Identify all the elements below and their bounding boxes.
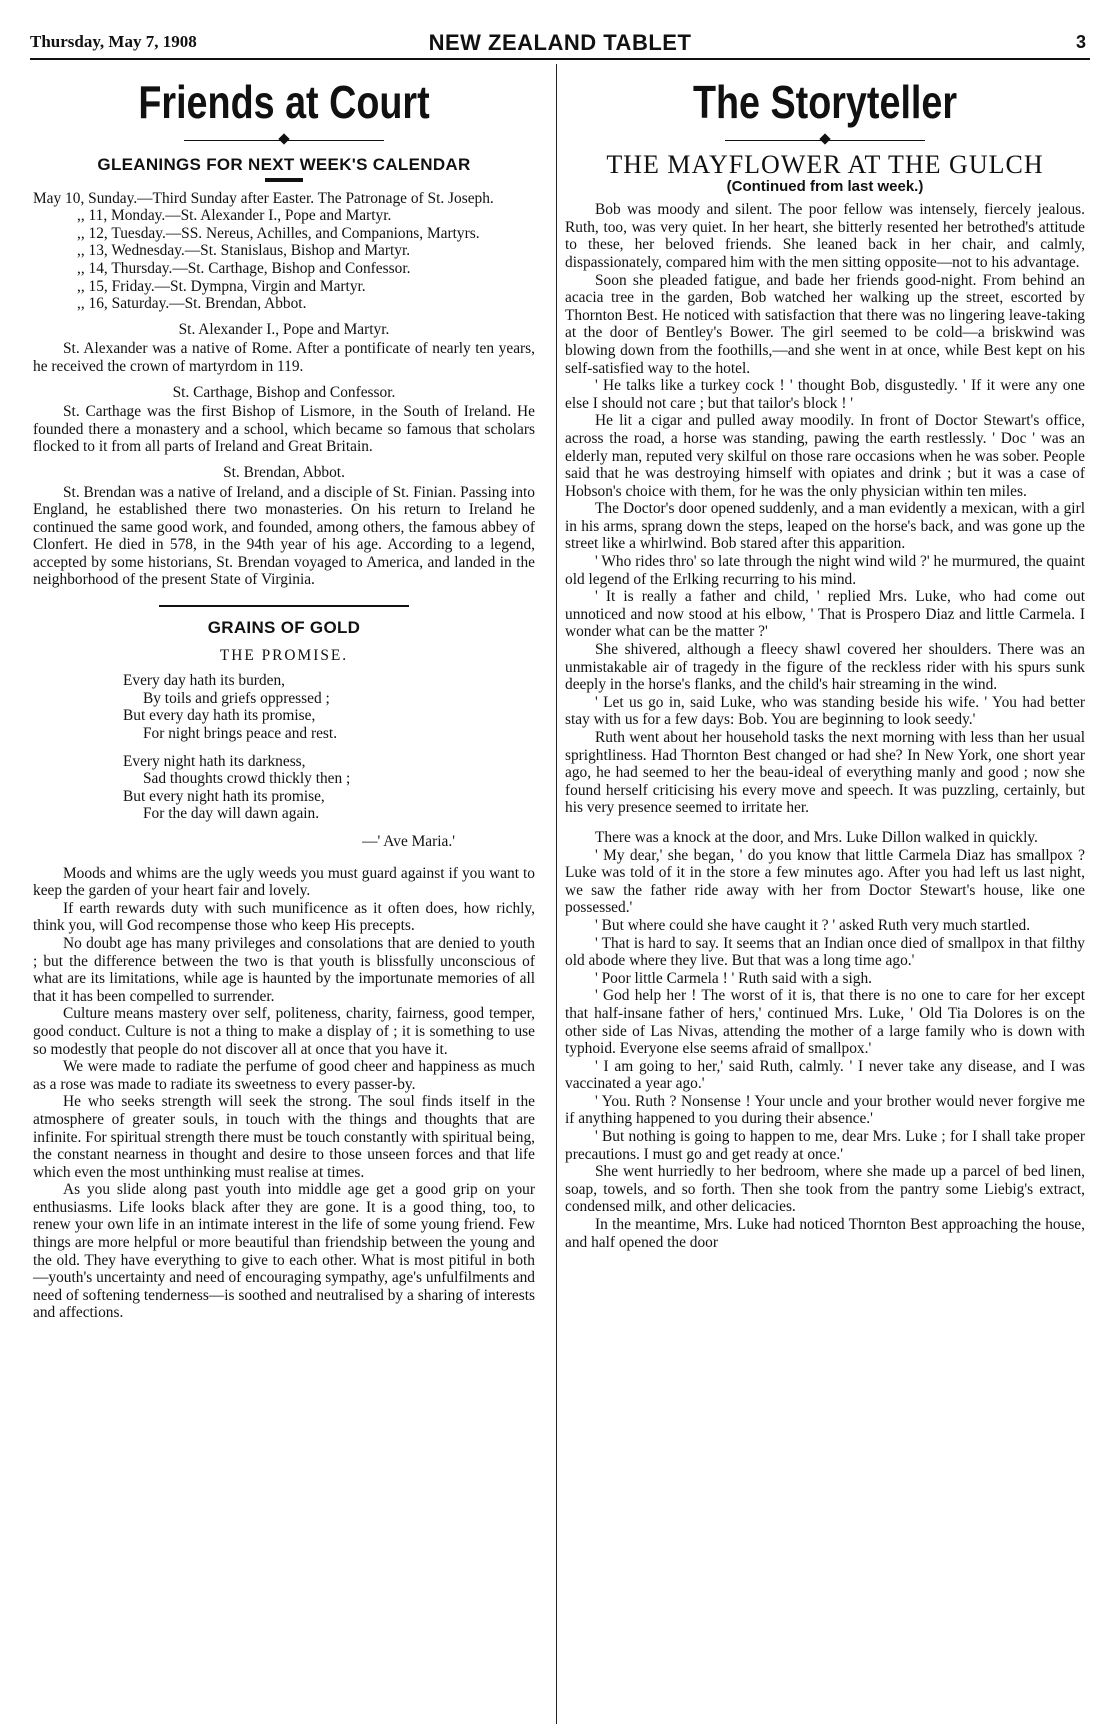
poem-line: But every day hath its promise, <box>123 707 316 725</box>
small-rule <box>265 178 303 182</box>
story-paragraph: ' But where could she have caught it ? ' asked Ruth very much startled. <box>595 916 1031 934</box>
body-paragraph: If earth rewards duty with such munificence as it often does, how richly, think you, will God recompense those who keep His precepts. <box>33 899 535 935</box>
story-paragraph: The Doctor's door opened suddenly, and a man evidently a mexican, with a girl in his arms, sprang down the steps, leaped on the horse's back, and was gone up the street like a whirlwind. Bob stared after this apparition. <box>565 500 1085 553</box>
poem-title: THE PROMISE. <box>219 646 349 664</box>
story-paragraph: ' That is hard to say. It seems that an Indian once died of smallpox in that filthy old abode where they live. But that was a long time ago.' <box>565 934 1085 970</box>
poem-line: For night brings peace and rest. <box>143 725 338 743</box>
calendar-entry: May 10, Sunday.—Third Sunday after Easter. The Patronage of St. Joseph. <box>33 189 494 207</box>
story-paragraph: ' Let us go in, said Luke, who was standing beside his wife. ' You had better stay with us for a few days: Bob. You are beginning to look seedy.' <box>565 693 1085 729</box>
page-header <box>30 30 1090 60</box>
saint-heading: St. Carthage, Bishop and Confessor. <box>172 383 396 401</box>
section-rule <box>159 605 409 607</box>
calendar-entry: ,, 16, Saturday.—St. Brendan, Abbot. <box>77 295 307 313</box>
paragraph-gap <box>565 817 1085 829</box>
calendar-list <box>33 190 535 313</box>
ornament-divider <box>725 132 925 150</box>
story-paragraph: ' You. Ruth ? Nonsense ! Your uncle and your brother would never forgive me if anything happened to you during their absence.' <box>565 1092 1085 1128</box>
story-paragraph: ' God help her ! The worst of it is, that there is no one to care for her except that half-insane father of hers,' continued Mrs. Luke, ' Old Tia Dolores is on the other side of Las Nivas, attending the mother of a large family who is down with typhoid. Everyone else seems afraid of smallpox.' <box>565 987 1085 1058</box>
calendar-entry: ,, 12, Tuesday.—SS. Nereus, Achilles, and Companions, Martyrs. <box>77 224 480 242</box>
story-paragraph: Ruth went about her household tasks the next morning with less than her usual sprightliness. Had Thornton Best changed or had she? In New York, one short year ago, he had seemed to her the beau-ideal of everything manly and good ; now she found herself criticising his every move and speech. It was puzzling, certainly, but his very presence seemed to irritate her. <box>565 729 1085 817</box>
story-paragraph: ' It is really a father and child, ' replied Mrs. Luke, who had come out unnoticed and now stood at his elbow, ' That is Prospero Diaz and little Carmela. I wonder what can be the matter ?' <box>565 588 1085 641</box>
calendar-entry: ,, 14, Thursday.—St. Carthage, Bishop and Confessor. <box>77 259 411 277</box>
section-title-friends-at-court: Friends at Court <box>138 76 430 128</box>
poem-line: By toils and griefs oppressed ; <box>143 689 330 707</box>
calendar-subhead: GLEANINGS FOR NEXT WEEK'S CALENDAR <box>97 155 471 174</box>
saint-heading: St. Brendan, Abbot. <box>223 463 345 481</box>
page-number: 3 <box>1075 32 1086 52</box>
body-paragraph: Culture means mastery over self, politeness, charity, fairness, good temper, good conduct. Culture is not a thing to make a display of ; it is something to use so modestly that people do not discover all at once that you have it. <box>33 1005 535 1058</box>
body-paragraph: As you slide along past youth into middle age get a good grip on your enthusiasms. Life looks black after they are gone. It is a good thing, too, to renew your own life in an intimate interest in the life of some young friend. Few things are more helpful or more beautiful than friendship between the young and the old. They have everything to give to each other. What is most pitiful in both—youth's uncertainty and need of encouraging sympathy, age's unfulfilments and need of softening tenderness—is soothed and neutralised by a sharing of interests and affections. <box>33 1181 535 1322</box>
body-paragraph: We were made to radiate the perfume of good cheer and happiness as much as a rose was made to radiate its sweetness to every passer-by. <box>33 1058 535 1093</box>
story-paragraph: ' He talks like a turkey cock ! ' thought Bob, disgustedly. ' If it were any one else I should not care ; but that tailor's block ! ' <box>565 377 1085 412</box>
poem-line: For the day will dawn again. <box>143 805 320 823</box>
ornament-divider <box>184 132 384 150</box>
poem-stanza <box>123 753 535 823</box>
right-column <box>565 72 1085 1251</box>
calendar-entry: ,, 13, Wednesday.—St. Stanislaus, Bishop and Martyr. <box>77 242 411 260</box>
story-paragraph: She shivered, although a fleecy shawl covered her shoulders. There was an unmistakable air of tragedy in the figure of the reckless rider with his spurs sunk deeply in the horse's flanks, and the child's hair streaming in the wind. <box>565 641 1085 694</box>
saint-paragraph: St. Carthage was the first Bishop of Lismore, in the South of Ireland. He founded there a monastery and a school, which became so famous that scholars flocked to it from all parts of Ireland and Great Britain. <box>33 403 535 456</box>
story-paragraph: He lit a cigar and pulled away moodily. In front of Doctor Stewart's office, across the road, a horse was standing, pawing the earth restlessly. ' Doc ' was an elderly man, reputed very skilful on those rare occasions when he was sober. People said that he was destroying himself with opiates and drink ; but it was a case of Hobson's choice with them, for he was the only physician within ten miles. <box>565 412 1085 500</box>
column-rule <box>556 64 557 1724</box>
saint-heading: St. Alexander I., Pope and Martyr. <box>178 320 390 338</box>
saint-paragraph: St. Alexander was a native of Rome. After a pontificate of nearly ten years, he received the crown of martyrdom in 119. <box>33 340 535 375</box>
poem-line: Every day hath its burden, <box>123 672 285 690</box>
body-paragraph: No doubt age has many privileges and consolations that are denied to youth ; but the difference between the two is that youth is blissfully unconscious of what are its limitations, while age is haunted by the importunate memories of all that it has been compelled to surrender. <box>33 934 535 1005</box>
section-title-storyteller: The Storyteller <box>692 76 958 128</box>
body-paragraph: He who seeks strength will seek the strong. The soul finds itself in the atmosphere of greater souls, in touch with the things and thoughts that are infinite. For spiritual strength there must be touch constantly with spiritual being, the constant nearness in thought and desire to those unseen forces and that life which even the most unthinking must realise at times. <box>33 1093 535 1181</box>
continued-note: (Continued from last week.) <box>726 177 924 195</box>
story-paragraph: In the meantime, Mrs. Luke had noticed Thornton Best approaching the house, and half opened the door <box>565 1216 1085 1251</box>
calendar-entry: ,, 15, Friday.—St. Dympna, Virgin and Martyr. <box>77 277 366 295</box>
left-column <box>33 72 535 1322</box>
grains-of-gold-heading: GRAINS OF GOLD <box>207 618 361 638</box>
story-paragraph: ' Who rides thro' so late through the night wind wild ?' he murmured, the quaint old legend of the Erlking recurring to his mind. <box>565 553 1085 588</box>
poem-attribution: —' Ave Maria.' <box>362 833 455 850</box>
story-title: THE MAYFLOWER AT THE GULCH <box>606 150 1044 179</box>
story-paragraph: ' Poor little Carmela ! ' Ruth said with a sigh. <box>595 969 872 987</box>
story-paragraph: ' My dear,' she began, ' do you know that little Carmela Diaz has smallpox ? Luke was told of it in the store a few minutes ago. After you had left us last night, we saw the father ride away with her from Doctor Stewart's house, like one possessed.' <box>565 846 1085 917</box>
story-paragraph: ' But nothing is going to happen to me, dear Mrs. Luke ; for I shall take proper precautions. I must go and get ready at once.' <box>565 1128 1085 1163</box>
saint-paragraph: St. Brendan was a native of Ireland, and a disciple of St. Finian. Passing into England, he established there two monasteries. On his return to Ireland he continued the same good work, and founded, among others, the famous abbey of Clonfert. He died in 578, in the 94th year of his age. According to a legend, accepted by some historians, St. Brendan voyaged to America, and landed in the neighborhood of the present State of Virginia. <box>33 483 535 589</box>
poem-line: Every night hath its darkness, <box>123 752 306 770</box>
story-paragraph: ' I am going to her,' said Ruth, calmly. ' I never take any disease, and I was vaccinated a year ago.' <box>565 1057 1085 1093</box>
poem-line: But every night hath its promise, <box>123 787 325 805</box>
masthead: NEW ZEALAND TABLET <box>428 30 692 55</box>
story-paragraph: She went hurriedly to her bedroom, where she made up a parcel of bed linen, soap, towels, and so forth. Then she took from the pantry some Liebig's extract, condensed milk, and other delicacies. <box>565 1163 1085 1216</box>
story-paragraph: There was a knock at the door, and Mrs. Luke Dillon walked in quickly. <box>595 828 1038 846</box>
issue-date: Thursday, May 7, 1908 <box>30 32 197 51</box>
body-paragraph: Moods and whims are the ugly weeds you must guard against if you want to keep the garden of your heart fair and lovely. <box>33 864 535 900</box>
story-paragraph: Soon she pleaded fatigue, and bade her friends good-night. From behind an acacia tree in the garden, Bob watched her walking up the street, escorted by Thornton Best. He noticed with satisfaction that there was no lingering leave-taking at the door of Bentley's Bower. The girl seemed to be cold—a briskwind was blowing down from the foothills,—and she went in at once, while Best kept on his self-satisfied way to the hotel. <box>565 271 1085 377</box>
poem-line: Sad thoughts crowd thickly then ; <box>143 770 351 788</box>
story-paragraph: Bob was moody and silent. The poor fellow was intensely, fiercely jealous. Ruth, too, was very quiet. In her heart, she bitterly resented her betrothed's attitude to these, her beloved friends. She leaned back in her chair, and calmly, dispassionately, compared him with the men sitting opposite—not to his advantage. <box>565 201 1085 271</box>
calendar-entry: ,, 11, Monday.—St. Alexander I., Pope and Martyr. <box>77 207 392 225</box>
poem-stanza <box>123 672 535 742</box>
